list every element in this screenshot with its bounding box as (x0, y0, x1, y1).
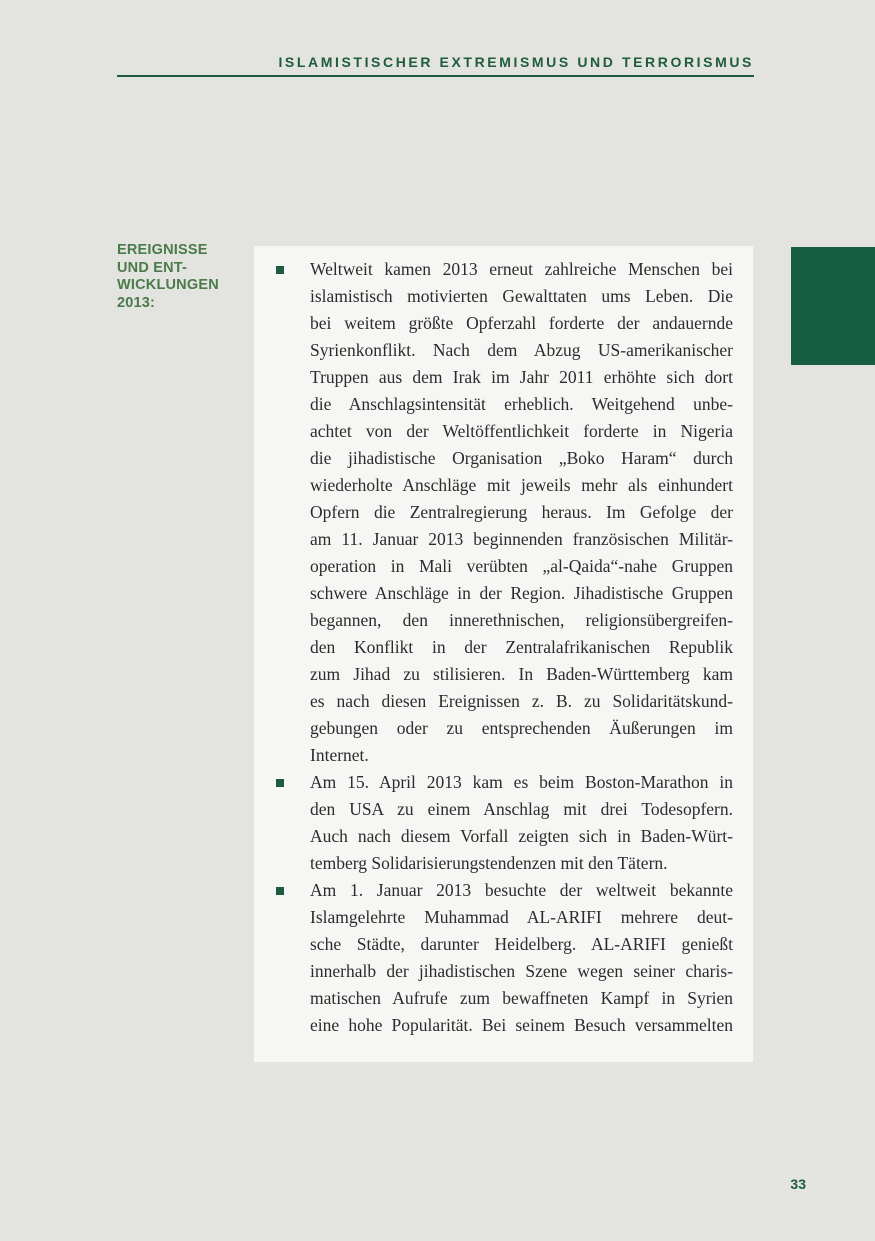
text-line: Am 15. April 2013 kam es beim Boston-Marathon in (310, 772, 733, 792)
text-line: Am 1. Januar 2013 besuchte der weltweit bekannte (310, 880, 733, 900)
text-line: Auch nach diesem Vorfall zeigten sich in Baden-Würt- (310, 826, 733, 846)
section-heading-line: EREIGNISSE (117, 242, 208, 258)
text-line: die jihadistische Organisation „Boko Haram“ durch (310, 448, 733, 468)
text-line: bei weitem größte Opferzahl forderte der andauernde (310, 313, 733, 333)
text-line: den Konflikt in der Zentralafrikanischen Republik (310, 637, 733, 657)
section-heading (117, 242, 247, 312)
text-line: Weltweit kamen 2013 erneut zahlreiche Menschen bei (310, 259, 733, 279)
running-title: ISLAMISTISCHER EXTREMISMUS UND TERRORISMUS (278, 54, 754, 70)
page-number: 33 (790, 1176, 806, 1192)
text-line: eine hohe Popularität. Bei seinem Besuch versammelten (310, 1015, 733, 1035)
text-line: es nach diesen Ereignissen z. B. zu Solidaritätskund- (310, 691, 733, 711)
body-text-box (254, 246, 753, 1062)
text-line: temberg Solidarisierungstendenzen mit den Tätern. (310, 853, 668, 873)
header-rule (117, 75, 754, 77)
text-line: wiederholte Anschläge mit jeweils mehr als einhundert (310, 475, 733, 495)
square-bullet-icon (276, 779, 284, 787)
text-line: zum Jihad zu stilisieren. In Baden-Württemberg kam (310, 664, 733, 684)
text-line: den USA zu einem Anschlag mit drei Todesopfern. (310, 799, 733, 819)
section-heading-line: WICKLUNGEN (117, 277, 219, 293)
text-line: sche Städte, darunter Heidelberg. AL-ARIFI genießt (310, 934, 733, 954)
text-line: islamistisch motivierten Gewalttaten ums Leben. Die (310, 286, 733, 306)
text-line: Truppen aus dem Irak im Jahr 2011 erhöhte sich dort (310, 367, 733, 387)
square-bullet-icon (276, 266, 284, 274)
text-line: innerhalb der jihadistischen Szene wegen seiner charis- (310, 961, 733, 981)
square-bullet-icon (276, 887, 284, 895)
text-line: Internet. (310, 745, 369, 765)
text-line: Syrienkonflikt. Nach dem Abzug US-amerikanischer (310, 340, 733, 360)
text-line: achtet von der Weltöffentlichkeit forderte in Nigeria (310, 421, 733, 441)
text-line: die Anschlagsintensität erheblich. Weitgehend unbe- (310, 394, 733, 414)
bullet-item (310, 769, 733, 877)
bullet-item (310, 256, 733, 769)
bullet-item (310, 877, 733, 1039)
section-heading-line: 2013: (117, 294, 156, 311)
text-line: matischen Aufrufe zum bewaffneten Kampf in Syrien (310, 988, 733, 1008)
text-line: operation in Mali verübten „al-Qaida“-nahe Gruppen (310, 556, 733, 576)
text-line: gebungen oder zu entsprechenden Äußerungen im (310, 718, 733, 738)
section-heading-line: UND ENT- (117, 259, 188, 276)
bullet-list (310, 256, 733, 1039)
text-line: schwere Anschläge in der Region. Jihadistische Gruppen (310, 583, 733, 603)
text-line: Opfern die Zentralregierung heraus. Im Gefolge der (310, 502, 733, 522)
text-line: Islamgelehrte Muhammad AL-ARIFI mehrere deut- (310, 907, 733, 927)
text-line: begannen, den innerethnischen, religionsübergreifen- (310, 610, 733, 630)
chapter-tab (791, 247, 875, 365)
text-line: am 11. Januar 2013 beginnenden französischen Militär- (310, 529, 733, 549)
